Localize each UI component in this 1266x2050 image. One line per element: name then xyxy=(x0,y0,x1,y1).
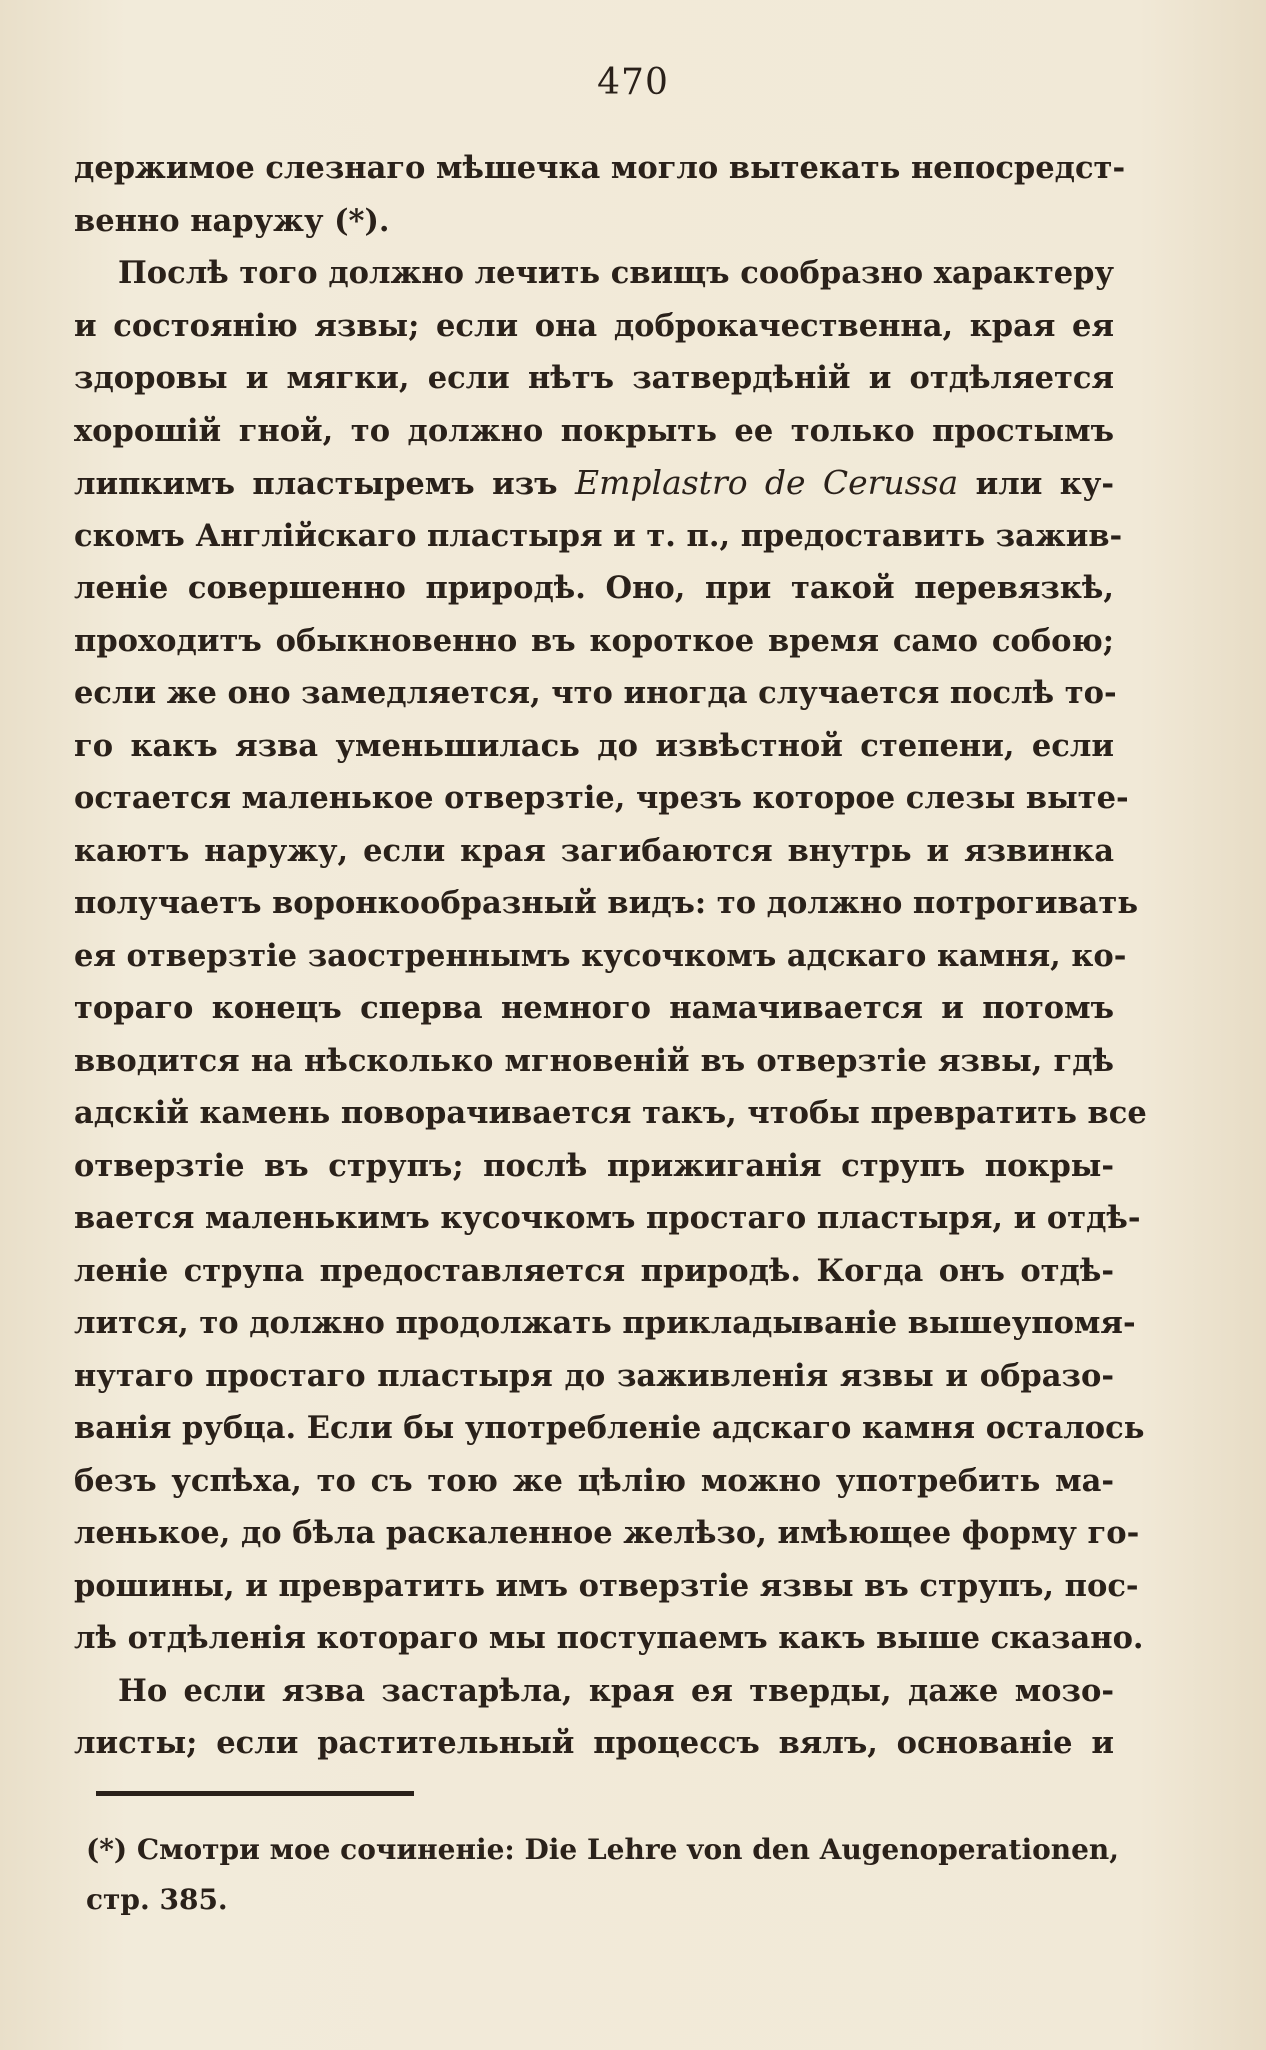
text-line: го какъ язва уменьшилась до извѣстной степени, если xyxy=(74,727,1114,764)
text-line: если же оно замедляется, что иногда случается послѣ то- xyxy=(74,675,1117,711)
footnote-line xyxy=(86,1825,1126,1875)
text-line: остается маленькое отверзтіе, чрезъ которое слезы выте- xyxy=(74,780,1129,816)
text-line: здоровы и мягки, если нѣтъ затвердѣній и отдѣляется xyxy=(74,360,1114,396)
text-line: лится, то должно продолжать прикладываніе вышеупомя- xyxy=(74,1305,1136,1341)
text-fragment: липкимъ пластыремъ изъ xyxy=(74,466,558,502)
footnote-reference-title: Die Lehre von den Augenoperationen, xyxy=(524,1833,1120,1866)
text-line: леніе совершенно природѣ. Оно, при такой перевязкѣ, xyxy=(74,570,1114,606)
text-line: получаетъ воронкообразный видъ: то должно потрогивать xyxy=(74,885,1139,921)
page-number: 470 xyxy=(597,62,669,103)
text-line: нутаго простаго пластыря до заживленія язвы и образо- xyxy=(74,1357,1114,1394)
text-fragment: или ку- xyxy=(975,466,1115,502)
text-line: вводится на нѣсколько мгновеній въ отверзтіе язвы, гдѣ xyxy=(74,1042,1114,1079)
text-line: ленькое, до бѣла раскаленное желѣзо, имѣющее форму го- xyxy=(74,1515,1140,1551)
text-line: Послѣ того должно лечить свищъ сообразно характеру xyxy=(118,255,1114,291)
text-line: тораго конецъ сперва немного намачивается и потомъ xyxy=(74,990,1114,1026)
text-line: ванія рубца. Если бы употребленіе адскаго камня осталось xyxy=(74,1410,1145,1446)
text-line: венно наружу (*). xyxy=(74,202,390,239)
text-line: и состоянію язвы; если она доброкачественна, края ея xyxy=(74,307,1114,344)
footnote-marker: (*) xyxy=(86,1833,128,1866)
text-line: держимое слезнаго мѣшечка могло вытекать непосредст- xyxy=(74,150,1126,186)
text-line: рошины, и превратить имъ отверзтіе язвы въ струпъ, пос- xyxy=(74,1567,1139,1604)
text-line: адскій камень поворачивается такъ, чтобы превратить все xyxy=(74,1095,1147,1131)
text-line: каютъ наружу, если края загибаются внутрь и язвинка xyxy=(74,832,1114,869)
main-text xyxy=(74,142,1147,1770)
text-line: лѣ отдѣленія котораго мы поступаемъ какъ выше сказано. xyxy=(74,1620,1144,1656)
text-line: хорошій гной, то должно покрыть ее только простымъ xyxy=(74,412,1114,449)
footnote-page-ref: стр. 385. xyxy=(86,1883,228,1916)
text-line: скомъ Англійскаго пластыря и т. п., предоставить зажив- xyxy=(74,517,1123,554)
text-line: леніе струпа предоставляется природѣ. Когда онъ отдѣ- xyxy=(74,1252,1114,1289)
footnote-divider xyxy=(96,1791,414,1796)
footnote xyxy=(86,1825,1126,1925)
text-line: ея отверзтіе заостреннымъ кусочкомъ адскаго камня, ко- xyxy=(74,937,1127,974)
latin-term: Emplastro de Cerussa xyxy=(575,463,959,502)
text-line: листы; если растительный процессъ вялъ, основаніе и xyxy=(74,1725,1114,1761)
text-line: проходитъ обыкновенно въ короткое время само собою; xyxy=(74,622,1114,659)
text-line: отверзтіе въ струпъ; послѣ прижиганія струпъ покры- xyxy=(74,1147,1114,1184)
text-line: вается маленькимъ кусочкомъ простаго пластыря, и отдѣ- xyxy=(74,1200,1141,1236)
text-line: Но если язва застарѣла, края ея тверды, даже мозо- xyxy=(118,1672,1114,1709)
text-line-with-latin xyxy=(74,457,1114,510)
text-line: безъ успѣха, то съ тою же цѣлію можно употребить ма- xyxy=(74,1462,1114,1499)
footnote-text: Смотри мое сочиненіе: xyxy=(136,1833,515,1866)
